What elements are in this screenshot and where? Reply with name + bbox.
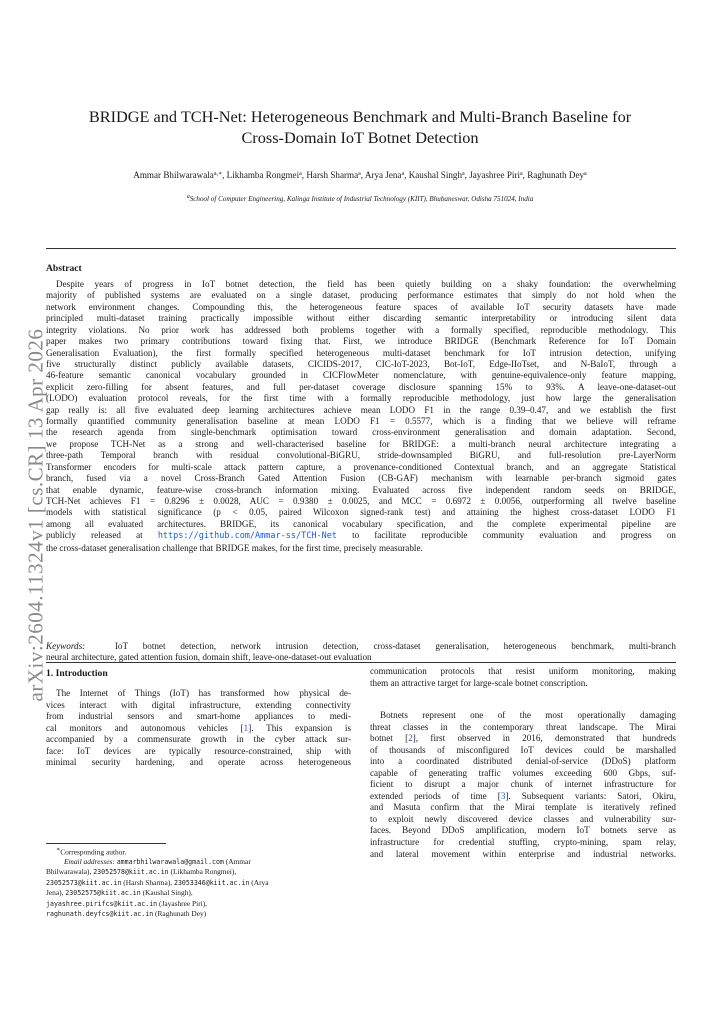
abstract-line: integrity violations. No prior work has addressed both problems together with a formally specified, reproducible methodology. This [46, 324, 676, 335]
abstract-line: principled multi-dataset training practically impossible without either discarding semantic interpretability or introducing silent data [46, 313, 676, 324]
title-line-2: Cross-Domain IoT Botnet Detection [241, 128, 479, 147]
abstract-line: five structurally distinct publicly available datasets, CICIDS-2017, CIC-IoT-2023, Bot-IoT, Edge-IIoTset, and N-BaIoT, through a [46, 358, 676, 369]
footnote-mark: ∗ [56, 847, 61, 853]
intro-line: of thousands of misconfigured IoT devices could be marshalled [370, 744, 676, 755]
keywords-text: IoT botnet detection, network intrusion detection, cross-dataset generalisation, heterogeneous benchmark, multi-branch [114, 641, 676, 651]
footnote-text: (Ammar [223, 856, 251, 866]
footnote-text: (Arya [249, 877, 269, 887]
keywords-line [46, 641, 676, 652]
intro-text: ]. This expansion is [248, 722, 351, 733]
intro-line: vices interact with digital infrastructure, extending connectivity [46, 699, 351, 710]
abstract-line: the cross-dataset generalisation challenge that BRIDGE makes, for the first time, precisely measurable. [46, 542, 423, 553]
abstract-line: Transformer encoders for multi-scale attack pattern capture, a provenance-conditioned Contextual branch, and an aggregate Statistical [46, 461, 676, 472]
citation-link[interactable]: 2 [408, 733, 413, 744]
email-link[interactable]: 23053346@kiit.ac.in [173, 878, 250, 887]
intro-line: accompanied by a commensurate growth in the cyber attack sur- [46, 734, 351, 745]
keywords [46, 641, 676, 664]
author-name: Jayashree Piri [469, 170, 520, 180]
email-label: Email addresses: [64, 856, 115, 866]
intro-line: communication protocols that resist uniform monitoring, making [370, 666, 676, 676]
footnote-line [46, 899, 351, 909]
abstract-line: Generalisation Evaluation), the first formally specified heterogeneous multi-dataset benchmark for IoT intrusion detection, unifying [46, 347, 676, 358]
repository-link[interactable]: https://github.com/Ammar-ss/TCH-Net [157, 531, 337, 542]
author-affil-mark: a [519, 171, 523, 177]
footnote-line [46, 867, 351, 877]
footnote-text: (Likhamba Rongmei), [168, 867, 237, 877]
intro-line: them an attractive target for large-scale botnet conscription. [370, 677, 588, 688]
author-name: Likhamba Rongmei [226, 170, 300, 180]
intro-line [370, 791, 676, 803]
intro-text: botnet [ [370, 733, 409, 744]
email-link[interactable]: 23052578@kiit.ac.in [93, 868, 169, 877]
abstract-heading: Abstract [46, 263, 82, 274]
author-affil-mark: a,∗ [213, 171, 223, 177]
intro-line: minimal security hardening, and operate across heterogeneous [46, 757, 351, 768]
email-link[interactable]: 23052575@kiit.ac.in [65, 889, 141, 898]
intro-line: Botnets represent one of the most operationally damaging [380, 710, 676, 720]
footnote-text: Corresponding author. [60, 847, 127, 857]
keywords-divider [46, 662, 676, 663]
footnote-line [46, 857, 351, 867]
abstract-line: network environment changes. Compounding this, the heterogeneous feature spaces of available IoT security datasets have made [46, 301, 676, 312]
intro-line: into a coordinated distributed denial-of-service (DDoS) platform [370, 756, 676, 767]
author-list: Ammar Bhilwarawala$^{a,∗}$, Likhamba Rongmei$^a$, Harsh Sharma$^a$, Arya Jena$^a$, Kaushal Singh$^a$, Jayashree Piri$^a$, Raghunath Dey$^a$ [133, 170, 587, 180]
abstract-line: branch, fused via a novel Cross-Branch Gated Attention Fusion (CB-GAF) mechanism with learnable per-branch sigmoid gates [46, 473, 676, 484]
footnote-divider [46, 843, 166, 844]
author-affil-mark: a [299, 171, 302, 177]
intro-line [46, 723, 351, 735]
abstract-body [46, 279, 676, 554]
arxiv-identifier: arXiv:2604.11324v1 [cs.CR] 13 Apr 2026 [23, 328, 48, 702]
keywords-line: neural architecture, gated attention fusion, domain shift, leave-one-dataset-out evaluation [46, 652, 372, 663]
abstract-line: explicit zero-filling for absent features, and full per-dataset coverage disclosure spanning 15% to 93%. A leave-one-dataset-out [46, 381, 676, 392]
footnote-line [46, 878, 351, 888]
abstract-line: TCH-Net achieves F1 = 0.8296 ± 0.0028, AUC = 0.9380 ± 0.0025, and MCC = 0.6972 ± 0.0056, outperforming all twelve baseline [46, 496, 676, 507]
intro-text: extended periods of time [ [370, 790, 501, 801]
author-affil-mark: a [358, 171, 361, 177]
abstract-line: models with statistical significance (p < 0.05, paired Wilcoxon signed-rank test) and attaining the highest cross-dataset LODO F1 [46, 507, 676, 518]
author-affil-mark: a [401, 171, 405, 177]
abstract-line: we propose TCH-Net as a strong and well-characterised baseline for BRIDGE: a multi-branch neural architecture integrating a [46, 438, 676, 449]
email-link[interactable]: 23052573@kiit.ac.in [46, 878, 122, 887]
footnote-text: (Jayashree Piri), [157, 898, 208, 908]
intro-line: threat classes in the contemporary threat landscape. The Mirai [370, 721, 676, 732]
abstract-text: publicly released at [46, 530, 158, 541]
affiliation-mark: a [186, 194, 190, 200]
footnote-text: (Harsh Sharma), [121, 877, 174, 887]
author-name: Ammar Bhilwarawala [133, 170, 214, 180]
abstract-line: 46-feature semantic canonical vocabulary grounded in CICFlowMeter nomenclature, with genuine-equivalence-only feature mapping, [46, 370, 676, 381]
author-affil-mark: a [462, 171, 465, 177]
abstract-line: paper makes two primary contributions toward fixing that. First, we introduce BRIDGE (Benchmark Reference for IoT Domain [46, 336, 676, 347]
intro-right-column-p2 [370, 710, 676, 860]
intro-line: The Internet of Things (IoT) has transformed how physical de- [56, 688, 351, 698]
intro-line: faces. Beyond DDoS amplification, modern IoT botnets serve as [370, 825, 676, 836]
abstract-text: to facilitate reproducible community evaluation and progress on [336, 530, 676, 541]
abstract-line: gap really is: all five evaluated deep learning architectures achieve mean LODO F1 in the range 0.39–0.47, and we establish the first [46, 404, 676, 415]
footnote-line [46, 846, 351, 857]
intro-left-column [46, 688, 351, 769]
intro-line: to exploit newly discovered device classes and vulnerability sur- [370, 813, 676, 824]
author-name: Raghunath Dey [527, 170, 585, 180]
section-heading-introduction: 1. Introduction [46, 668, 108, 679]
abstract-line: the research agenda from single-benchmark optimisation toward cross-environment generalisation and domain adaptation. Second, [46, 427, 676, 438]
author-name: Arya Jena [364, 170, 402, 180]
title-line-1: BRIDGE and TCH-Net: Heterogeneous Benchmark and Multi-Branch Baseline for [88, 107, 632, 126]
email-link[interactable]: ammarbhilwarawala@gmail.com [116, 857, 224, 866]
footnote-text: Bhilwarawala), [46, 867, 94, 877]
abstract-line: majority of published systems are evaluated on a single dataset, producing performance estimates that simply do not hold when the [46, 290, 676, 301]
abstract-line: among all evaluated architectures. BRIDGE, its canonical vocabulary specification, and the complete experimental pipeline are [46, 518, 676, 529]
abstract-line: Despite years of progress in IoT botnet detection, the field has been quietly building on a shaky foundation: the overwhelming [56, 279, 676, 289]
intro-right-column-p1 [370, 666, 676, 689]
intro-text: cal monitors and autonomous vehicles [ [46, 722, 244, 733]
paper-title [60, 106, 660, 148]
intro-line: ficient to disrupt a major chunk of internet infrastructure for [370, 779, 676, 790]
footnote-text: Jena), [46, 888, 66, 898]
intro-text: ], first observed in 2016, demonstrated that hundreds [412, 733, 676, 744]
abstract-line: that enable dynamic, feature-wise cross-branch information mixing. Evaluated across five independent random seeds on BRIDGE, [46, 484, 676, 495]
author-name: Kaushal Singh [408, 170, 462, 180]
email-link[interactable]: raghunath.deyfcs@kiit.ac.in [46, 909, 154, 918]
intro-text: ]. Subsequent variants: Satori, Okiru, [505, 790, 676, 801]
abstract-line [46, 530, 676, 542]
footnote-line [46, 888, 351, 898]
abstract-line: formally quantified community generalisation baseline at mean LODO F1 = 0.5577, which is a finding that we believe will reframe [46, 416, 676, 427]
footnote-text: (Raghunath Dey) [153, 908, 207, 918]
citation-link[interactable]: 1 [243, 722, 249, 733]
intro-line: capable of generating traffic volumes exceeding 600 Gbps, suf- [370, 767, 676, 778]
affiliation-text: School of Computer Engineering, Kalinga Institute of Industrial Technology (KIIT), Bhubaneswar, Odisha 751024, India [189, 195, 534, 203]
footnote [46, 846, 351, 919]
abstract-line: (LODO) evaluation protocol reveals, for the first time with a formally reproducible methodology, just how large the generalisation [46, 393, 676, 404]
email-link[interactable]: jayashree.pirifcs@kiit.ac.in [46, 899, 158, 908]
abstract-line: three-path Temporal branch with residual convolutional-BiGRU, stride-downsampled BiGRU, and full-resolution pre-LayerNorm [46, 450, 676, 461]
keywords-label: Keywords: [46, 641, 86, 651]
intro-line: and lateral movement within enterprise and industrial networks. [370, 848, 676, 859]
intro-line: from industrial sensors and smart-home appliances to medi- [46, 711, 351, 722]
footnote-line [46, 909, 351, 919]
citation-link[interactable]: 3 [500, 790, 506, 801]
intro-line: face: IoT devices are typically resource-constrained, ship with [46, 745, 351, 756]
intro-line: and Masuta confirm that the Mirai template is iteratively refined [370, 802, 676, 813]
author-name: Harsh Sharma [306, 170, 359, 180]
header-divider [46, 248, 676, 249]
footnote-text: (Kaushal Singh), [140, 888, 193, 898]
intro-line [370, 733, 676, 745]
author-affil-mark: a [584, 171, 587, 177]
affiliation [40, 194, 680, 203]
intro-line: infrastructure for credential stuffing, crypto-mining, spam relay, [370, 837, 676, 848]
